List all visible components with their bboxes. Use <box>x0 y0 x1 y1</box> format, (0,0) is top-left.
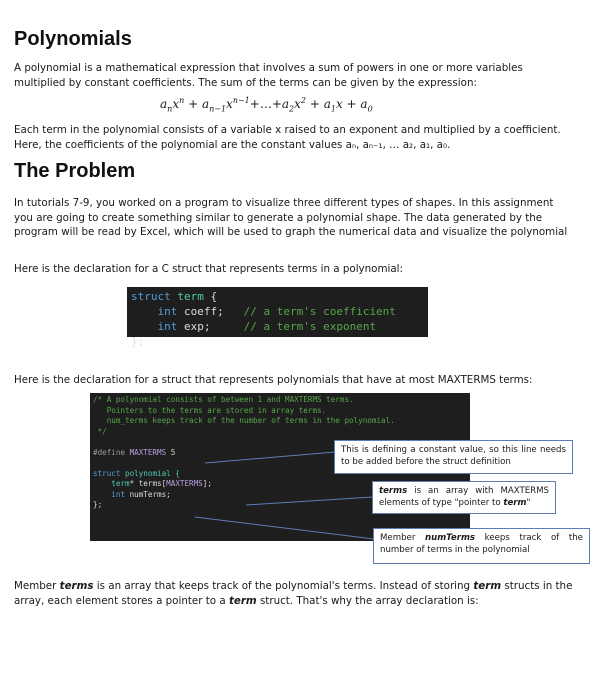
f: n−1 <box>232 96 250 105</box>
f: 2 <box>300 96 307 105</box>
f: a <box>201 97 210 111</box>
poly-decl-intro: Here is the declaration for a struct that represents polynomials that have at most MAXTERMS terms: <box>14 374 533 386</box>
t: term <box>503 498 527 508</box>
f: a <box>281 97 290 111</box>
f: x <box>172 97 180 111</box>
c: 5 <box>166 447 176 457</box>
c: numTerms; <box>125 489 171 499</box>
c: * terms[ <box>129 479 167 488</box>
callout-terms <box>372 481 556 514</box>
callout-numterms <box>373 528 590 564</box>
c: struct <box>131 290 171 303</box>
f: x <box>294 97 301 111</box>
f: n <box>167 104 173 114</box>
c: MAXTERMS <box>129 447 167 457</box>
t: is an array with MAXTERMS elements of type "pointer to <box>379 486 549 508</box>
problem-paragraph: In tutorials 7-9, you worked on a program to visualize three different types of shapes. In this assignment you are going to create something similar to generate a polynomial shape. The data generated by the program will be read by Excel, which will be used to graph the numerical data and visualize the polynomial <box>14 197 568 238</box>
heading-the-problem: The Problem <box>14 160 136 182</box>
c: { <box>203 290 218 303</box>
t: term <box>473 580 502 592</box>
c: #define <box>93 447 130 457</box>
c: /* A polynomial consists of between 1 and MAXTERMS terms. <box>93 395 354 404</box>
c: }; <box>93 500 103 509</box>
term-paragraph: Each term in the polynomial consists of a variable x raised to an exponent and multiplied by a coefficient. Here, the coefficients of the polynomial are the constant values aₙ, aₙ₋₁, … a₂, a₁, a₀. <box>14 124 561 151</box>
bottom-paragraph <box>14 579 574 608</box>
term-decl-intro: Here is the declaration for a C struct that represents terms in a polynomial: <box>14 263 404 275</box>
f: a <box>160 97 168 111</box>
c: exp; <box>177 320 211 333</box>
f: + <box>306 97 324 111</box>
c: */ <box>93 426 107 436</box>
f: n−1 <box>209 104 227 114</box>
t: Member <box>14 580 60 592</box>
c: Pointers to the terms are stored in array terms. <box>93 405 327 415</box>
t: terms <box>59 580 94 592</box>
c: }; <box>131 335 145 348</box>
f: 1 <box>330 104 336 114</box>
f: x <box>335 97 343 111</box>
f: + <box>184 97 202 111</box>
callout-define: This is defining a constant value, so this line needs to be added before the struct definition <box>334 440 573 474</box>
heading-polynomials: Polynomials <box>14 28 132 50</box>
c: MAXTERMS <box>166 479 203 488</box>
c: // a term's exponent <box>243 320 377 333</box>
f: +…+ <box>249 97 282 111</box>
intro-paragraph: A polynomial is a mathematical expression that involves a sum of powers in one or more variables multiplied by constant coefficients. The sum of the terms can be given by the expression: <box>14 62 523 89</box>
c: term <box>111 479 130 488</box>
t: " <box>526 498 531 508</box>
c: polynomial { <box>120 468 180 478</box>
f: 0 <box>367 104 373 114</box>
c: struct <box>93 468 121 478</box>
c: coeff; <box>177 305 224 318</box>
f: a <box>323 97 331 111</box>
f: n <box>179 96 185 105</box>
f: + <box>342 97 361 111</box>
f: a <box>360 97 368 111</box>
f: x <box>226 97 233 111</box>
c: term <box>177 290 204 303</box>
f: 2 <box>289 104 295 114</box>
t: structs in the array, each element stores a pointer to a <box>14 580 573 607</box>
connector-terms <box>246 497 373 505</box>
t: is an array that keeps track of the polynomial's terms. Instead of storing <box>93 580 474 592</box>
c: ]; <box>202 479 212 488</box>
connector-numterms <box>195 517 374 539</box>
t: terms <box>379 486 408 496</box>
t: Member <box>380 533 425 543</box>
t: keeps track of the number of terms in the polynomial <box>380 533 583 555</box>
c: // a term's coefficient <box>243 305 396 318</box>
c: num_terms keeps track of the number of terms in the polynomial. <box>93 416 395 425</box>
c: int <box>157 320 178 333</box>
t: term <box>228 594 257 607</box>
c: int <box>111 489 126 499</box>
t: struct. That's why the array declaration is: <box>256 594 479 607</box>
c: int <box>157 305 178 318</box>
t: numTerms <box>424 533 476 543</box>
connector-define <box>205 452 335 463</box>
